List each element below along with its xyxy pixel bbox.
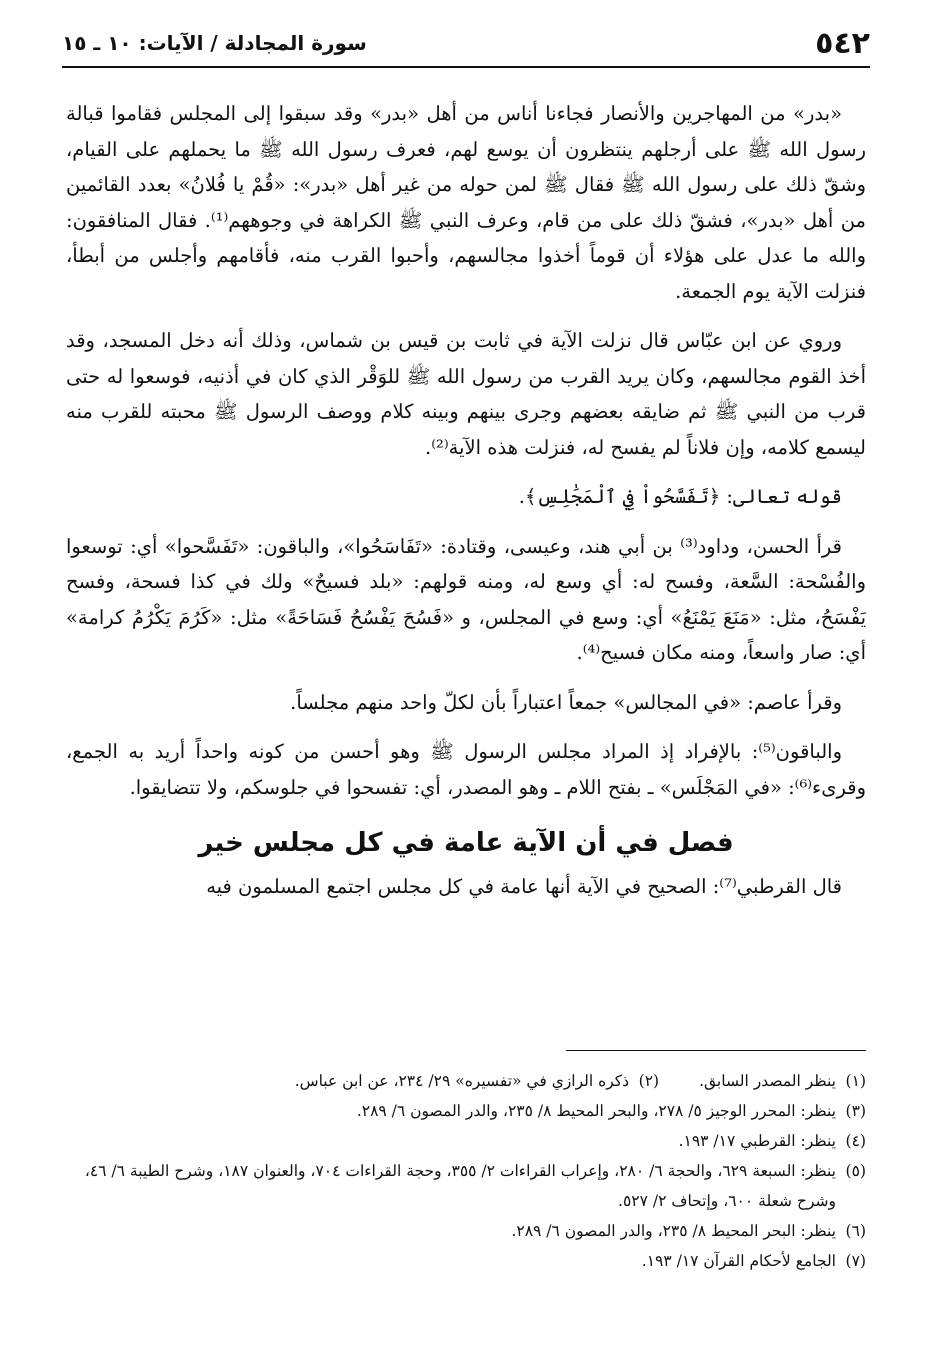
footnote-number: (٣) bbox=[845, 1102, 866, 1120]
footnote-text: ذكره الرازي في «تفسيره» ٢٩/ ٢٣٤، عن ابن عباس. bbox=[294, 1072, 630, 1090]
section-heading: فصل في أن الآية عامة في كل مجلس خير bbox=[198, 828, 734, 858]
paragraph: «بدر» من المهاجرين والأنصار فجاءنا أناس من أهل «بدر» وقد سبقوا إلى المجلس فقاموا قبالة رسول الله ﷺ على أرجلهم ينتظرون أن يوسع لهم، فعرف رسول الله ﷺ ما يحملهم على القيام، وشقّ ذلك على رسول الله ﷺ فقال ﷺ لمن حوله من غير أهل «بدر»: «قُمْ يا فُلانُ» بعدد القائمين من أهل «بدر»، فشقّ ذلك على من قام، وعرف النبي ﷺ الكراهة في وجوههم⁽¹⁾. فقال المنافقون: والله ما عدل على هؤلاء أن قوماً أخذوا مجالسهم، وأحبوا القرب منه، فأقامهم وأجلس من أبطأ، فنزلت الآية يوم الجمعة. bbox=[66, 102, 866, 303]
footnote-4 bbox=[66, 1126, 866, 1156]
footnote-3 bbox=[66, 1096, 866, 1126]
footnote-text: ينظر المصدر السابق. bbox=[699, 1072, 836, 1090]
footnote-text: ينظر: البحر المحيط ٨/ ٢٣٥، والدر المصون ٦/ ٢٨٩. bbox=[511, 1222, 836, 1240]
footnote-text: ينظر: القرطبي ١٧/ ١٩٣. bbox=[678, 1132, 836, 1150]
footnotes bbox=[66, 1066, 866, 1276]
paragraph: وروي عن ابن عبّاس قال نزلت الآية في ثابت بن قيس بن شماس، وذلك أنه دخل المسجد، وقد أخذ القوم مجالسهم، وكان يريد القرب من رسول الله ﷺ للوَقْر الذي كان في أذنيه، فوسعوا له حتى قرب من النبي ﷺ ثم ضايقه بعضهم وجرى بينهم وبينه كلام ووصف الرسول ﷺ محبته للقرب منه ليسمع كلامه، وإن فلاناً لم يفسح له، فنزلت هذه الآية⁽²⁾. bbox=[66, 329, 866, 459]
footnote-number: (٦) bbox=[845, 1222, 866, 1240]
footnote-divider bbox=[566, 1050, 866, 1051]
footnote-5 bbox=[66, 1156, 866, 1216]
footnote-2 bbox=[295, 1066, 659, 1096]
footnote-1 bbox=[699, 1066, 866, 1096]
paragraph: والباقون⁽⁵⁾: بالإفراد إذ المراد مجلس الرسول ﷺ وهو أحسن من كونه واحداً أريد به الجمع، وقرىء⁽⁶⁾: «في المَجْلَس» ـ بفتح اللام ـ وهو المصدر، أي: تفسحوا في جلوسكم، ولا تتضايقوا. bbox=[66, 740, 866, 799]
footnote-6 bbox=[66, 1216, 866, 1246]
paragraph: وقرأ عاصم: «في المجالس» جمعاً اعتباراً بأن لكلّ واحد منهم مجلساً. bbox=[290, 690, 842, 714]
footnote-number: (٧) bbox=[845, 1252, 866, 1270]
paragraph: قال القرطبي⁽⁷⁾: الصحيح في الآية أنها عامة في كل مجلس اجتمع المسلمون فيه bbox=[206, 875, 842, 898]
footnote-row bbox=[66, 1066, 866, 1096]
footnote-text: ينظر: السبعة ٦٢٩، والحجة ٦/ ٢٨٠، وإعراب القراءات ٢/ ٣٥٥، وحجة القراءات ٧٠٤، والعنوان ١٨٧، وشرح الطيبة ٦/ ٤٦، وشرح شعلة ٦٠٠، وإتحاف ٢/ ٥٢٧. bbox=[84, 1162, 836, 1210]
paragraph: قرأ الحسن، وداود⁽³⁾ بن أبي هند، وعيسى، وقتادة: «تَفَاسَحُوا»، والباقون: «تَفَسَّحوا» أي: توسعوا والفُسْحة: السَّعة، وفسح له: أي وسع له، ومنه قولهم: «بلد فسيحٌ» ولك في كذا فسحة، وفسح يَفْسَحُ، مثل: «مَنَعَ يَمْنَعُ» أي: وسع في المجلس، و «فَسُحَ يَفْسُحُ فَسَاحَةً» مثل: «كَرُمَ يَكْرُمُ كرامة» أي: صار واسعاً، ومنه مكان فسيح⁽⁴⁾. bbox=[66, 534, 866, 664]
footnote-number: (١) bbox=[845, 1072, 866, 1090]
footnote-text: الجامع لأحكام القرآن ١٧/ ١٩٣. bbox=[641, 1252, 836, 1270]
page-header bbox=[62, 20, 870, 68]
footnote-number: (٢) bbox=[638, 1072, 660, 1090]
main-text bbox=[66, 96, 866, 919]
running-title: سورة المجادلة / الآيات: ١٠ ـ ١٥ bbox=[62, 31, 367, 55]
paragraph: قوله تعالى: ﴿تَفَسَّحُواْ فِي ٱلْمَجَٰلِسِ﴾. bbox=[518, 485, 842, 508]
footnote-text: ينظر: المحرر الوجيز ٥/ ٢٧٨، والبحر المحيط ٨/ ٢٣٥، والدر المصون ٦/ ٢٨٩. bbox=[356, 1102, 836, 1120]
footnote-number: (٤) bbox=[845, 1132, 866, 1150]
footnote-number: (٥) bbox=[845, 1162, 866, 1180]
page-number: ٥٤٢ bbox=[815, 25, 870, 61]
footnote-7 bbox=[66, 1246, 866, 1276]
